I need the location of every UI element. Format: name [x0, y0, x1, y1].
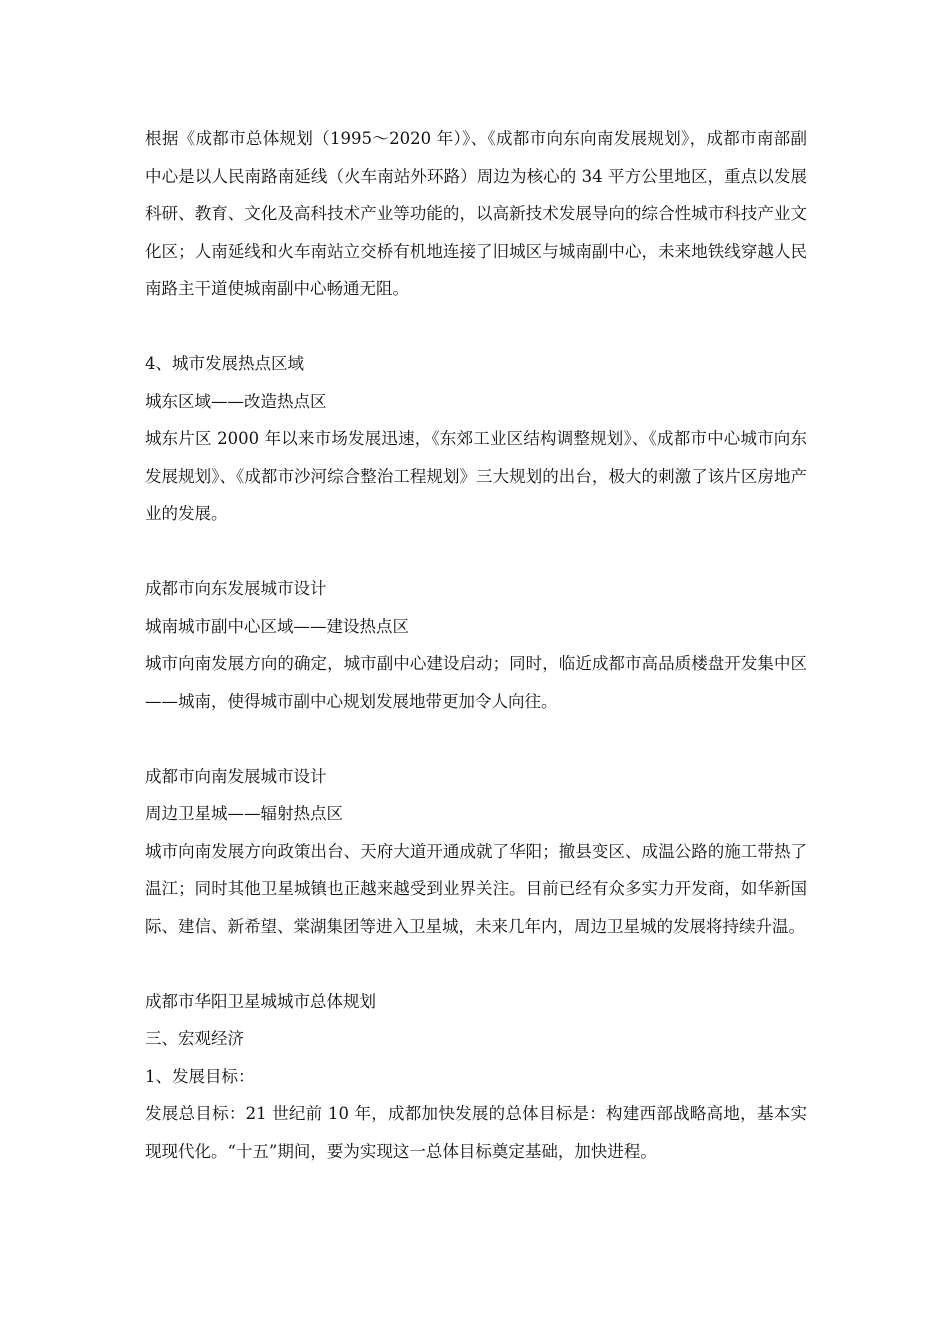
subheading-east-district: 城东区域——改造热点区 [145, 391, 327, 411]
caption-huayang-plan: 成都市华阳卫星城城市总体规划 [145, 991, 376, 1011]
document-page [145, 120, 807, 1170]
paragraph-east-district: 城东片区 2000 年以来市场发展迅速，《东郊工业区结构调整规划》、《成都市中心城市向东发展规划》、《成都市沙河综合整治工程规划》三大规划的出台，极大的刺激了该片区房地产业的发展。 [145, 429, 807, 523]
caption-east-design: 成都市向东发展城市设计 [145, 579, 327, 598]
paragraph-gap [145, 533, 807, 571]
paragraph-south-subcenter: 根据《成都市总体规划（1995～2020 年）》、《成都市向东向南发展规划》，成都市南部副中心是以人民南路南延线（火车南站外环路）周边为核心的 34 平方公里地区，重点以发展科研、教育、文化及高科技术产业等功能的，以高新技术发展导向的综合性城市科技产业文化区；人南延线和火车南站立交桥有机地连接了旧城区与城南副中心，未来地铁线穿越人民南路主干道使城南副中心畅通无阻。 [145, 129, 807, 298]
subheading-development-goals: 1、发展目标： [145, 1066, 255, 1086]
section-heading-macro-economy: 三、宏观经济 [145, 1029, 244, 1048]
paragraph-south-construction: 城市向南发展方向的确定，城市副中心建设启动；同时，临近成都市高品质楼盘开发集中区——城南，使得城市副中心规划发展地带更加令人向往。 [145, 654, 807, 711]
caption-south-design: 成都市向南发展城市设计 [145, 766, 327, 786]
paragraph-satellite-towns: 城市向南发展方向政策出台、天府大道开通成就了华阳；撤县变区、成温公路的施工带热了温江；同时其他卫星城镇也正越来越受到业界关注。目前已经有众多实力开发商，如华新国际、建信、新希望、棠湖集团等进入卫星城，未来几年内，周边卫星城的发展将持续升温。 [145, 841, 807, 936]
section-heading-hotspots: 4、城市发展热点区域 [145, 354, 304, 373]
paragraph-gap [145, 308, 807, 346]
paragraph-overall-goal: 发展总目标：21 世纪前 10 年，成都加快发展的总体目标是：构建西部战略高地，基本实现现代化。“十五”期间，要为实现这一总体目标奠定基础，加快进程。 [145, 1104, 807, 1161]
subheading-south-subcenter: 城南城市副中心区域——建设热点区 [145, 616, 409, 636]
subheading-satellite-towns: 周边卫星城——辐射热点区 [145, 804, 343, 823]
paragraph-gap [145, 945, 807, 983]
paragraph-gap [145, 720, 807, 758]
